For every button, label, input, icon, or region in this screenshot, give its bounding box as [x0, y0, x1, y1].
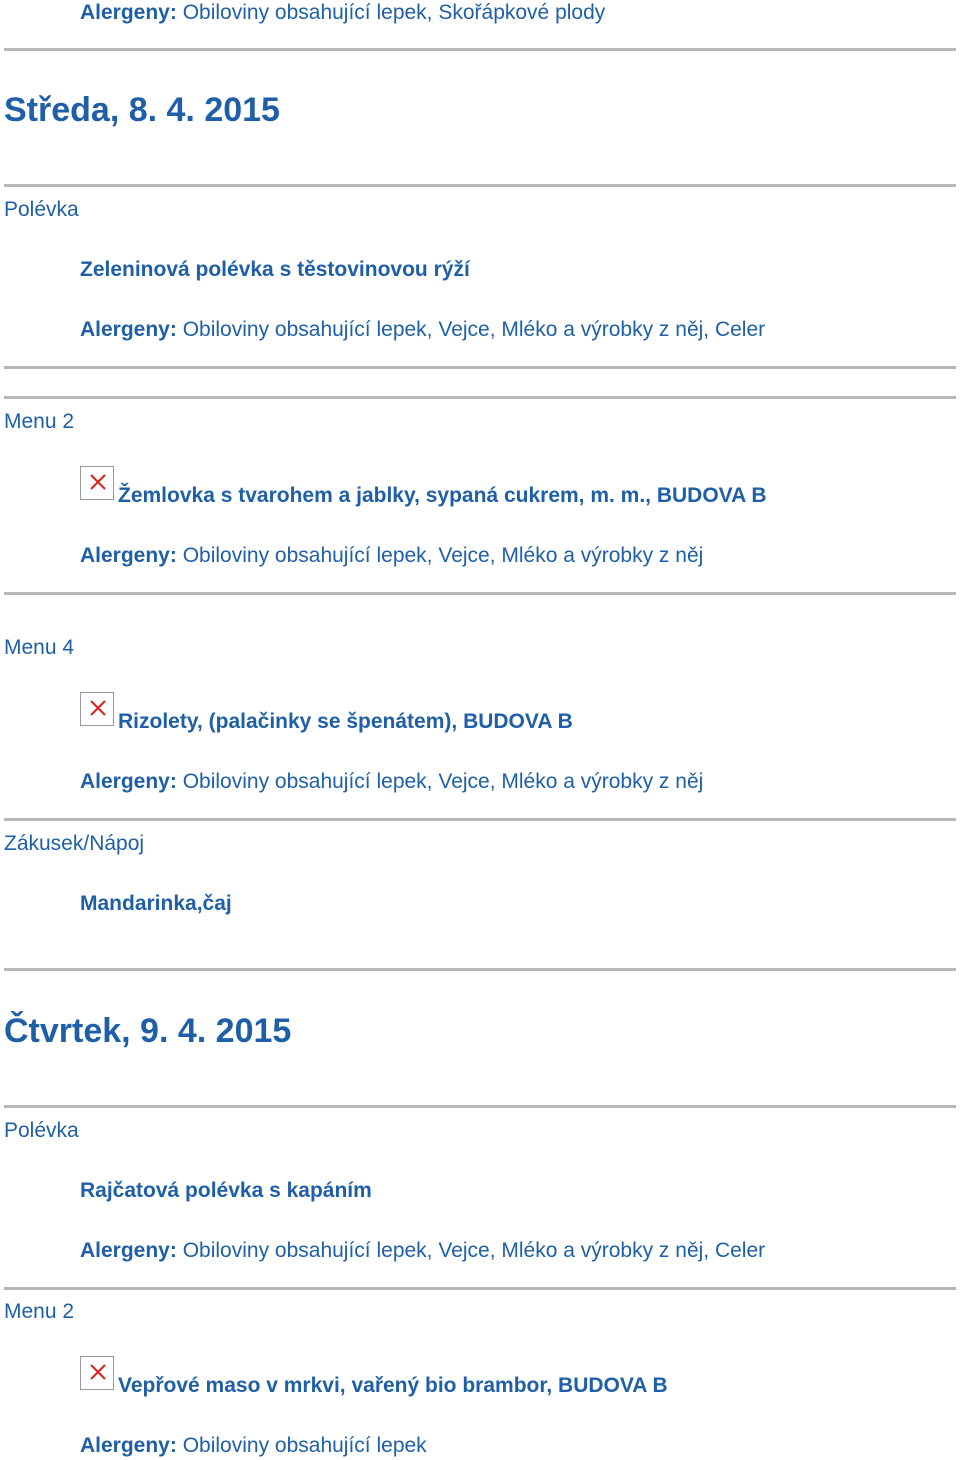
- allergen-values: Obiloviny obsahující lepek: [182, 1434, 427, 1457]
- allergen-values: Obiloviny obsahující lepek, Vejce, Mléko a výrobky z něj: [182, 770, 704, 793]
- broken-image-icon: [80, 692, 114, 726]
- allergen-label: Alergeny:: [80, 1434, 177, 1457]
- allergen-line: [80, 1435, 427, 1456]
- allergen-values: Obiloviny obsahující lepek, Vejce, Mléko a výrobky z něj, Celer: [182, 318, 766, 341]
- allergen-values: Obiloviny obsahující lepek, Vejce, Mléko a výrobky z něj: [182, 544, 704, 567]
- divider: [4, 1287, 956, 1290]
- category-label: Menu 2: [4, 1300, 75, 1323]
- divider: [4, 184, 956, 187]
- dish-name: Rizolety, (palačinky se špenátem), BUDOVA B: [118, 710, 573, 733]
- divider: [4, 818, 956, 821]
- allergen-label: Alergeny:: [80, 1, 177, 24]
- broken-image-icon: [80, 466, 114, 500]
- divider: [4, 48, 956, 51]
- dish-name: Rajčatová polévka s kapáním: [80, 1179, 372, 1202]
- allergen-label: Alergeny:: [80, 770, 177, 793]
- category-label: Polévka: [4, 1119, 79, 1142]
- day-title: Čtvrtek, 9. 4. 2015: [4, 1012, 292, 1050]
- broken-image-icon: [80, 1356, 114, 1390]
- allergen-label: Alergeny:: [80, 544, 177, 567]
- divider: [4, 592, 956, 595]
- allergen-line: [80, 319, 765, 340]
- divider: [4, 396, 956, 399]
- category-label: Menu 2: [4, 410, 75, 433]
- allergen-values: Obiloviny obsahující lepek, Vejce, Mléko a výrobky z něj, Celer: [182, 1239, 766, 1262]
- dish-name: Vepřové maso v mrkvi, vařený bio brambor, BUDOVA B: [118, 1374, 668, 1397]
- category-label: Zákusek/Nápoj: [4, 832, 145, 855]
- allergen-line: [80, 771, 703, 792]
- category-label: Menu 4: [4, 636, 75, 659]
- dish-name: Žemlovka s tvarohem a jablky, sypaná cukrem, m. m., BUDOVA B: [118, 484, 767, 507]
- allergen-label: Alergeny:: [80, 318, 177, 341]
- category-label: Polévka: [4, 198, 79, 221]
- allergen-values: Obiloviny obsahující lepek, Skořápkové plody: [182, 1, 606, 24]
- day-title: Středa, 8. 4. 2015: [4, 91, 280, 129]
- dish-name: Mandarinka,čaj: [80, 892, 232, 915]
- divider: [4, 366, 956, 369]
- dish-name: Zeleninová polévka s těstovinovou rýží: [80, 258, 470, 281]
- allergen-line: [80, 1240, 765, 1261]
- divider: [4, 1105, 956, 1108]
- divider: [4, 968, 956, 971]
- allergen-line: [80, 2, 605, 23]
- allergen-label: Alergeny:: [80, 1239, 177, 1262]
- allergen-line: [80, 545, 703, 566]
